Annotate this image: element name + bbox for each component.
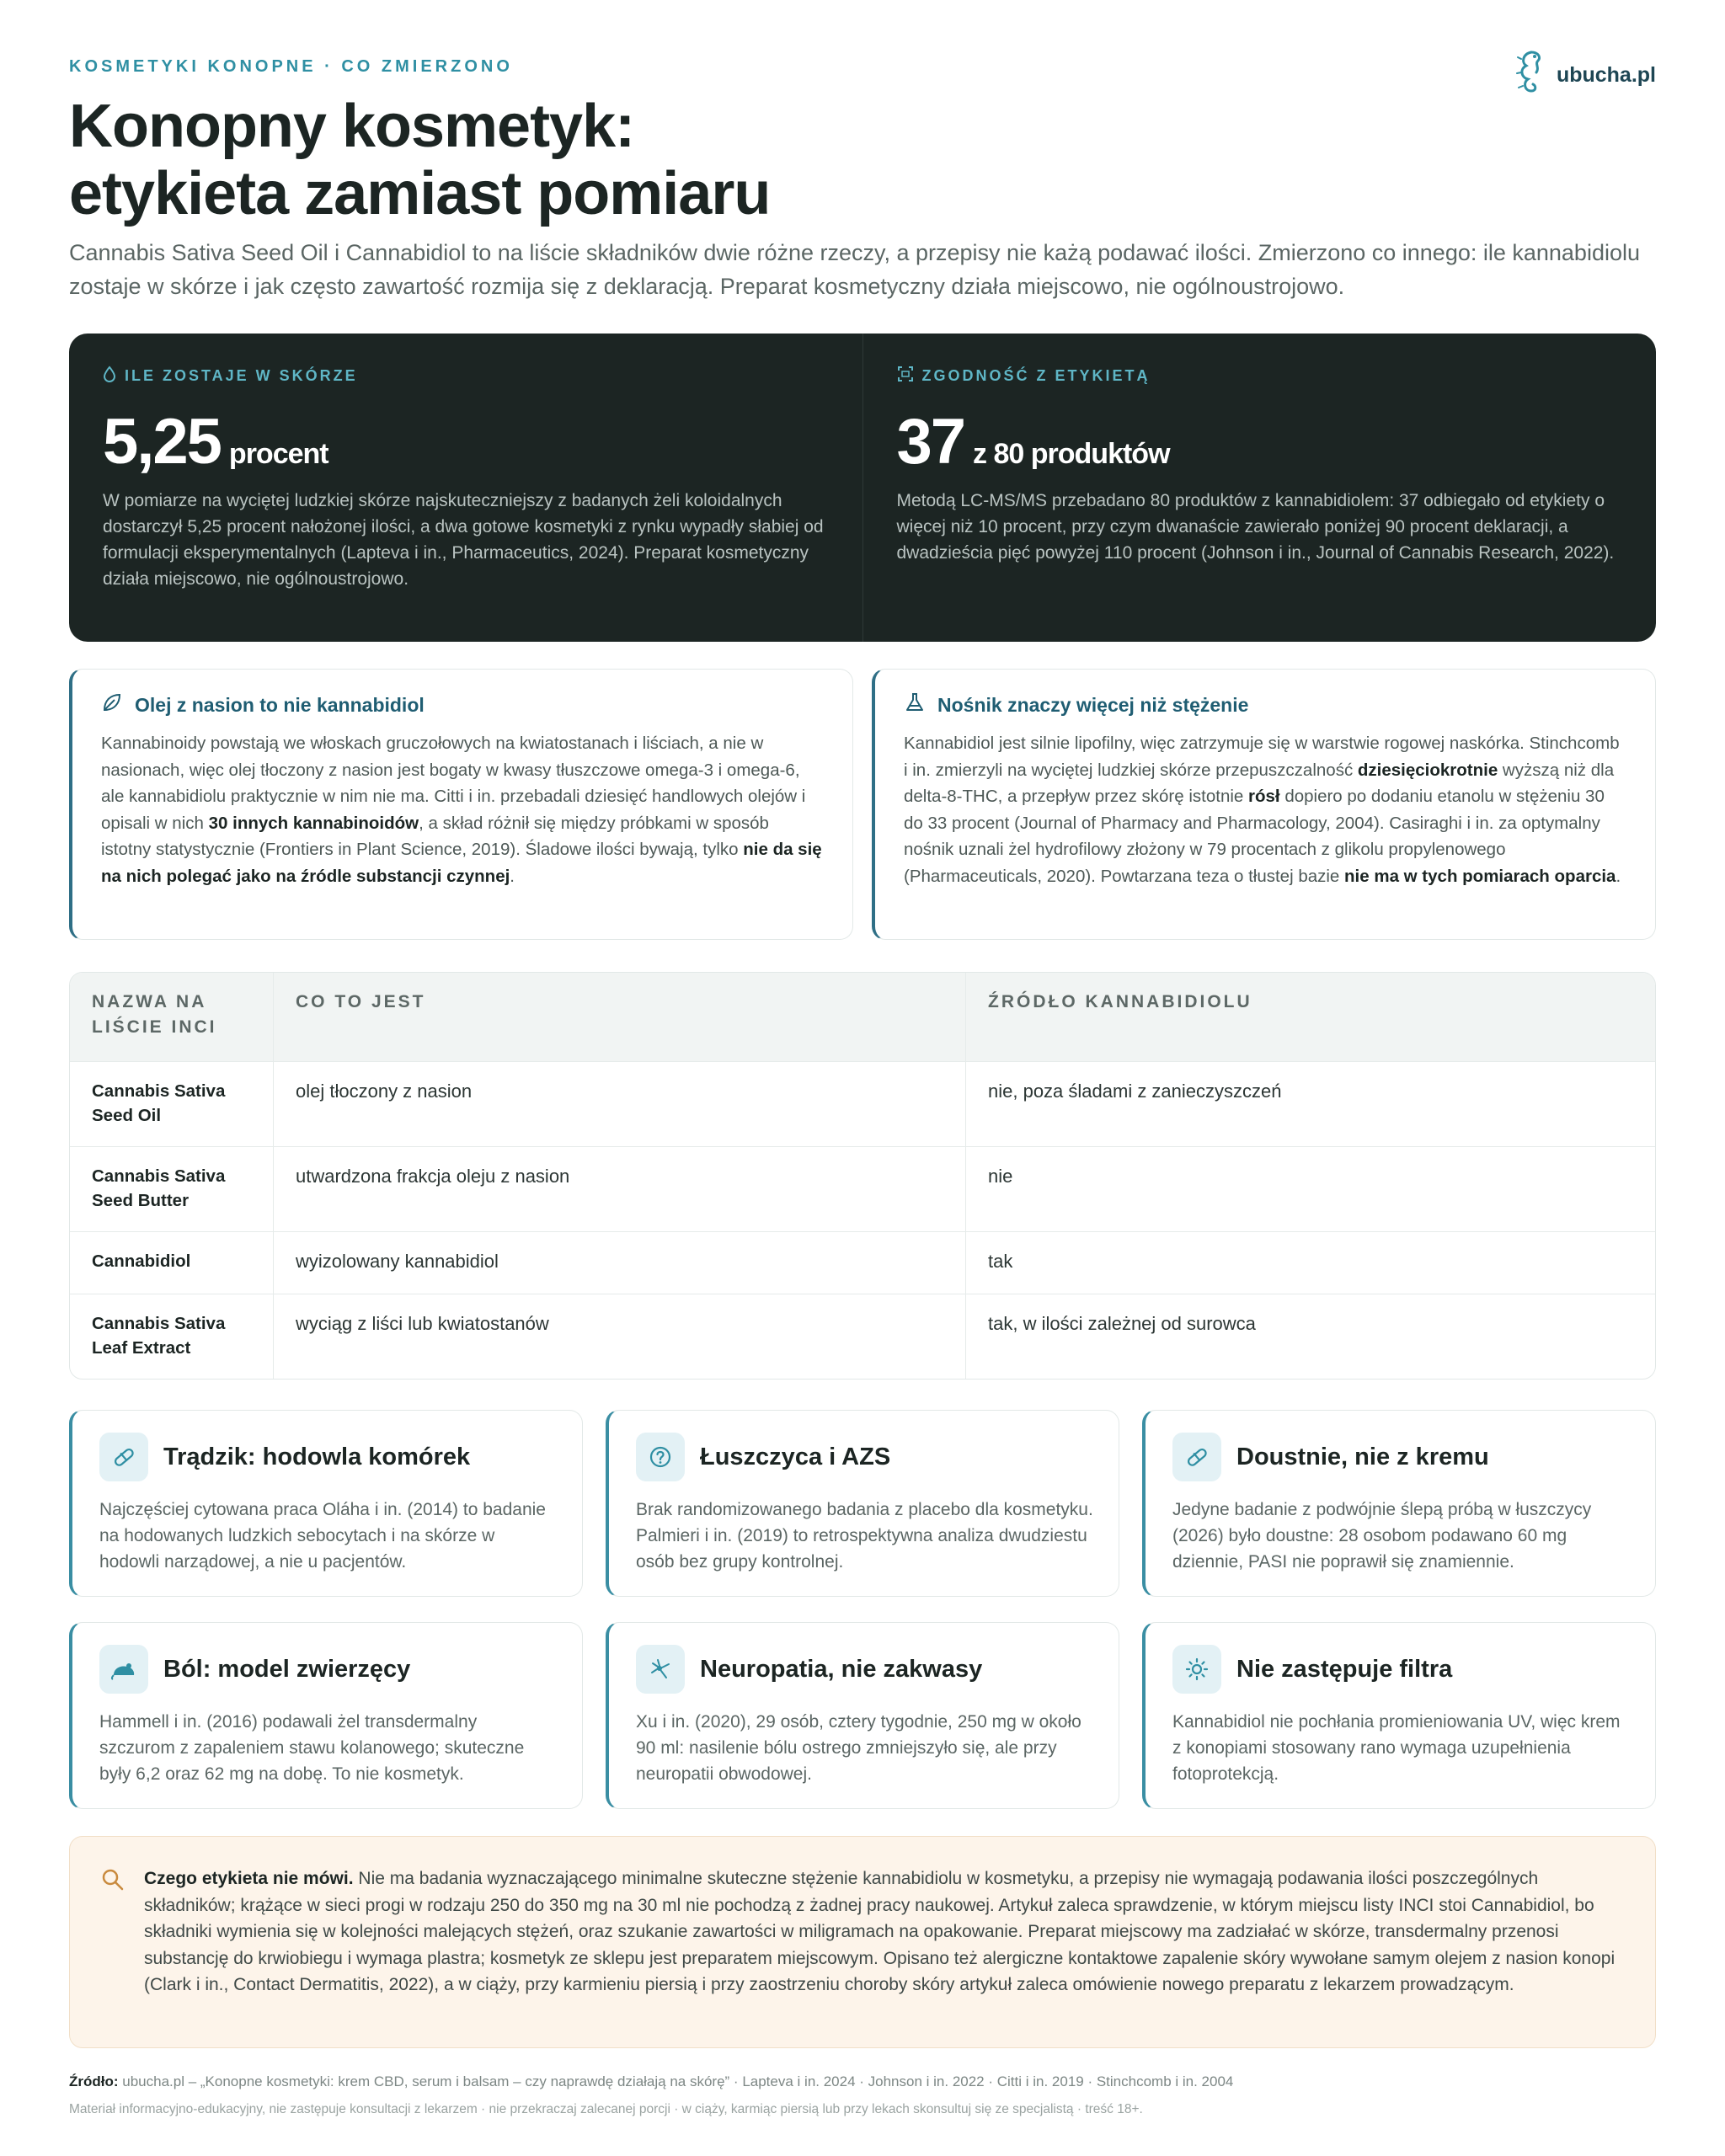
note-lead: Czego etykieta nie mówi. — [144, 1869, 354, 1888]
sun-icon — [1172, 1645, 1221, 1694]
card-text: Xu i in. (2020), 29 osób, cztery tygodnie, 250 mg w około 90 ml: nasilenie bólu ostrego zmniejszyło się, ale przy neuropatii obwodowej. — [636, 1712, 1081, 1784]
info-card-carrier — [872, 669, 1656, 940]
column-header: CO TO JEST — [274, 973, 966, 1061]
table-row — [70, 1146, 1655, 1231]
inci-table — [69, 972, 1656, 1380]
card-pain — [69, 1622, 583, 1809]
card-acne — [69, 1410, 583, 1597]
table-cell-name: Cannabis Sativa Seed Oil — [70, 1062, 274, 1146]
lead-paragraph: Cannabis Sativa Seed Oil i Cannabidiol to na liście składników dwie różne rzeczy, a przepisy nie każą podawać ilości. Zmierzono co innego: ile kannabidiolu zostaje w skórze i jak często zawartość rozmija się z deklaracją. Preparat kosmetyczny działa miejscowo, nie ogólnoustrojowo. — [69, 240, 1640, 299]
card-text: Hammell i in. (2016) podawali żel transdermalny szczurom z zapaleniem stawu kolanowego; skuteczne były 6,2 oraz 62 mg na dobę. To nie kosmetyk. — [99, 1712, 525, 1784]
card-title: Ból: model zwierzęcy — [163, 1655, 411, 1683]
question-icon — [636, 1433, 685, 1481]
table-cell-name: Cannabis Sativa Leaf Extract — [70, 1294, 274, 1379]
title-line-1: Konopny kosmetyk: — [69, 93, 635, 160]
card-psoriasis — [606, 1410, 1119, 1597]
droplet-icon — [103, 366, 116, 387]
info-text: Kannabidiol jest silnie lipofilny, więc zatrzymuje się w warstwie rogowej naskórka. Stinchcomb i in. zmierzyli na wyciętej ludzkiej skórze przepuszczalność dziesięciokrotnie wyższą niż dla delta-8-THC, a przepływ przez skórę istotnie rósł dopiero po dodaniu etanolu w stężeniu 30 do 33 procent (Journal of Pharmacy and Pharmacology, 2004). Casiraghi i in. za optymalny nośnik uznali żel hydrofilowy złożony w 79 procentach z glikolu propylenowego (Pharmaceuticals, 2020). Powtarzana teza o tłustej bazie nie ma w tych pomiarach oparcia. — [904, 734, 1621, 886]
title-line-2: etykieta zamiast pomiaru — [69, 160, 771, 227]
stat-label: ZGODNOŚĆ Z ETYKIETĄ — [921, 367, 1151, 384]
stat-label: ILE ZOSTAJE W SKÓRZE — [125, 367, 358, 384]
table-cell-name: Cannabis Sativa Seed Butter — [70, 1147, 274, 1231]
card-title: Doustnie, nie z kremu — [1236, 1443, 1489, 1470]
table-cell: olej tłoczony z nasion — [274, 1062, 966, 1146]
leaf-icon — [101, 691, 123, 718]
card-oral — [1142, 1410, 1656, 1597]
pill-icon — [99, 1433, 148, 1481]
table-cell: tak — [988, 1251, 1013, 1272]
disclaimer: Materiał informacyjno-edukacyjny, nie zastępuje konsultacji z lekarzem · nie przekraczaj zalecanej porcji · w ciąży, karmiąc piersią lub przy lekach skonsultuj się ze specjalistą · treść 18+. — [69, 2102, 1143, 2116]
table-row — [70, 1231, 1655, 1294]
table-row — [70, 1061, 1655, 1146]
stat-value: 37 — [896, 406, 965, 478]
card-text: Jedyne badanie z podwójnie ślepą próbą w łuszczycy (2026) było doustne: 28 osobom podawano 60 mg dziennie, PASI nie poprawił się znamiennie. — [1172, 1500, 1592, 1572]
info-text: Kannabinoidy powstają we włoskach gruczołowych na kwiatostanach i liściach, a nie w nasionach, więc olej tłoczony z nasion jest bogaty w kwasy tłuszczowe omega-3 i omega-6, ale kannabidiolu praktycznie w nim nie ma. Citti i in. przebadali dziesięć handlowych olejów i opisali w nich 30 innych kannabinoidów, a skład różnił się między próbkami w sposób istotny statystycznie (Frontiers in Plant Science, 2019). Śladowe ilości bywają, tylko nie da się na nich polegać jako na źródle substancji czynnej. — [101, 734, 822, 886]
table-cell: nie — [988, 1166, 1013, 1187]
card-title: Nie zastępuje filtra — [1236, 1655, 1453, 1683]
card-title: Łuszczyca i AZS — [700, 1443, 891, 1470]
table-cell: wyciąg z liści lub kwiatostanów — [274, 1294, 966, 1379]
info-title: Nośnik znaczy więcej niż stężenie — [937, 693, 1249, 716]
info-card-seed-oil — [69, 669, 853, 940]
card-title: Neuropatia, nie zakwasy — [700, 1655, 983, 1683]
scan-icon — [897, 366, 914, 387]
stat-unit: z 80 produktów — [973, 438, 1170, 470]
seahorse-logo-icon — [1514, 49, 1546, 102]
card-neuropathy — [606, 1622, 1119, 1809]
kicker: KOSMETYKI KONOPNE · CO ZMIERZONO — [69, 57, 513, 76]
stat-value: 5,25 — [103, 406, 221, 478]
column-header: ŹRÓDŁO KANNABIDIOLU — [988, 992, 1252, 1011]
card-text: Kannabidiol nie pochłania promieniowania UV, więc krem z konopiami stosowany rano wymaga uzupełnienia fotoprotekcją. — [1172, 1712, 1621, 1784]
column-header: NAZWA NA LIŚCIE INCI — [70, 973, 274, 1061]
table-header-row — [70, 973, 1655, 1061]
table-cell: wyizolowany kannabidiol — [274, 1232, 966, 1294]
table-cell: tak, w ilości zależnej od surowca — [988, 1313, 1256, 1334]
stat-description: W pomiarze na wyciętej ludzkiej skórze najskuteczniejszy z badanych żeli koloidalnych dostarczył 5,25 procent nałożonej ilości, a dwa gotowe kosmetyki z rynku wypadły słabiej od formulacji eksperymentalnych (Lapteva i in., Pharmaceutics, 2024). Preparat kosmetyczny działa miejscowo, nie ogólnoustrojowo. — [103, 491, 824, 589]
table-cell: utwardzona frakcja oleju z nasion — [274, 1147, 966, 1231]
note-text: Czego etykieta nie mówi. Nie ma badania wyznaczającego minimalne skuteczne stężenie kannabidiolu w kosmetyku, a przepisy nie wymagają podawania ilości poszczególnych składników; krążące w sieci progi w rodzaju 250 do 350 mg na 30 ml nie pochodzą z żadnej pracy naukowej. Artykuł zaleca sprawdzenie, w którym miejscu listy INCI stoi Cannabidiol, bo składniki wymienia się w kolejności malejących stężeń, oraz szukanie zawartości w miligramach na opakowanie. Preparat miejscowy ma zadziałać w skórze, transdermalny przenosi substancję do krwiobiegu i wymaga plastra; kosmetyk ze sklepu jest preparatem miejscowym. Opisano też alergiczne kontaktowe zapalenie skóry wywołane samym olejem z nasion konopi (Clark i in., Contact Dermatitis, 2022), a w ciąży, przy karmieniu piersią i przy zaostrzeniu choroby skóry artykuł zaleca omówienie nowego preparatu z lekarzem prowadzącym. — [144, 1869, 1616, 1994]
stats-panel — [69, 334, 1656, 642]
table-cell: nie, poza śladami z zanieczyszczeń — [988, 1081, 1282, 1102]
label-note — [69, 1836, 1656, 2048]
info-title: Olej z nasion to nie kannabidiol — [135, 693, 425, 716]
brand[interactable] — [1514, 49, 1656, 102]
flask-icon — [904, 691, 926, 718]
table-row — [70, 1294, 1655, 1379]
page-title — [69, 93, 770, 227]
stat-skin — [69, 334, 862, 642]
stat-description: Metodą LC-MS/MS przebadano 80 produktów z kannabidiolem: 37 odbiegało od etykiety o więcej niż 10 procent, przy czym dwanaście zawierało poniżej 90 procent deklaracji, a dwadzieścia pięć powyżej 110 procent (Johnson i in., Journal of Cannabis Research, 2022). — [896, 491, 1615, 563]
card-uv — [1142, 1622, 1656, 1809]
table-cell-name: Cannabidiol — [70, 1232, 274, 1294]
mouse-icon — [99, 1645, 148, 1694]
brand-name: ubucha.pl — [1556, 63, 1656, 87]
nerve-icon — [636, 1645, 685, 1694]
stat-unit: procent — [228, 438, 328, 470]
source-line: Źródło: ubucha.pl – „Konopne kosmetyki: krem CBD, serum i balsam – czy naprawdę działają na skórę” · Lapteva i in. 2024 · Johnson i in. 2022 · Citti i in. 2019 · Stinchcomb i in. 2004 — [69, 2073, 1234, 2089]
card-text: Najczęściej cytowana praca Oláha i in. (2014) to badanie na hodowanych ludzkich sebocytach i na skórze w hodowli narządowej, a nie u pacjentów. — [99, 1500, 546, 1572]
card-title: Trądzik: hodowla komórek — [163, 1443, 471, 1470]
card-text: Brak randomizowanego badania z placebo dla kosmetyku. Palmieri i in. (2019) to retrospektywna analiza dwudziestu osób bez grupy kontrolnej. — [636, 1500, 1093, 1572]
search-icon — [100, 1867, 126, 2047]
pill-icon — [1172, 1433, 1221, 1481]
stat-label-match — [862, 334, 1657, 642]
